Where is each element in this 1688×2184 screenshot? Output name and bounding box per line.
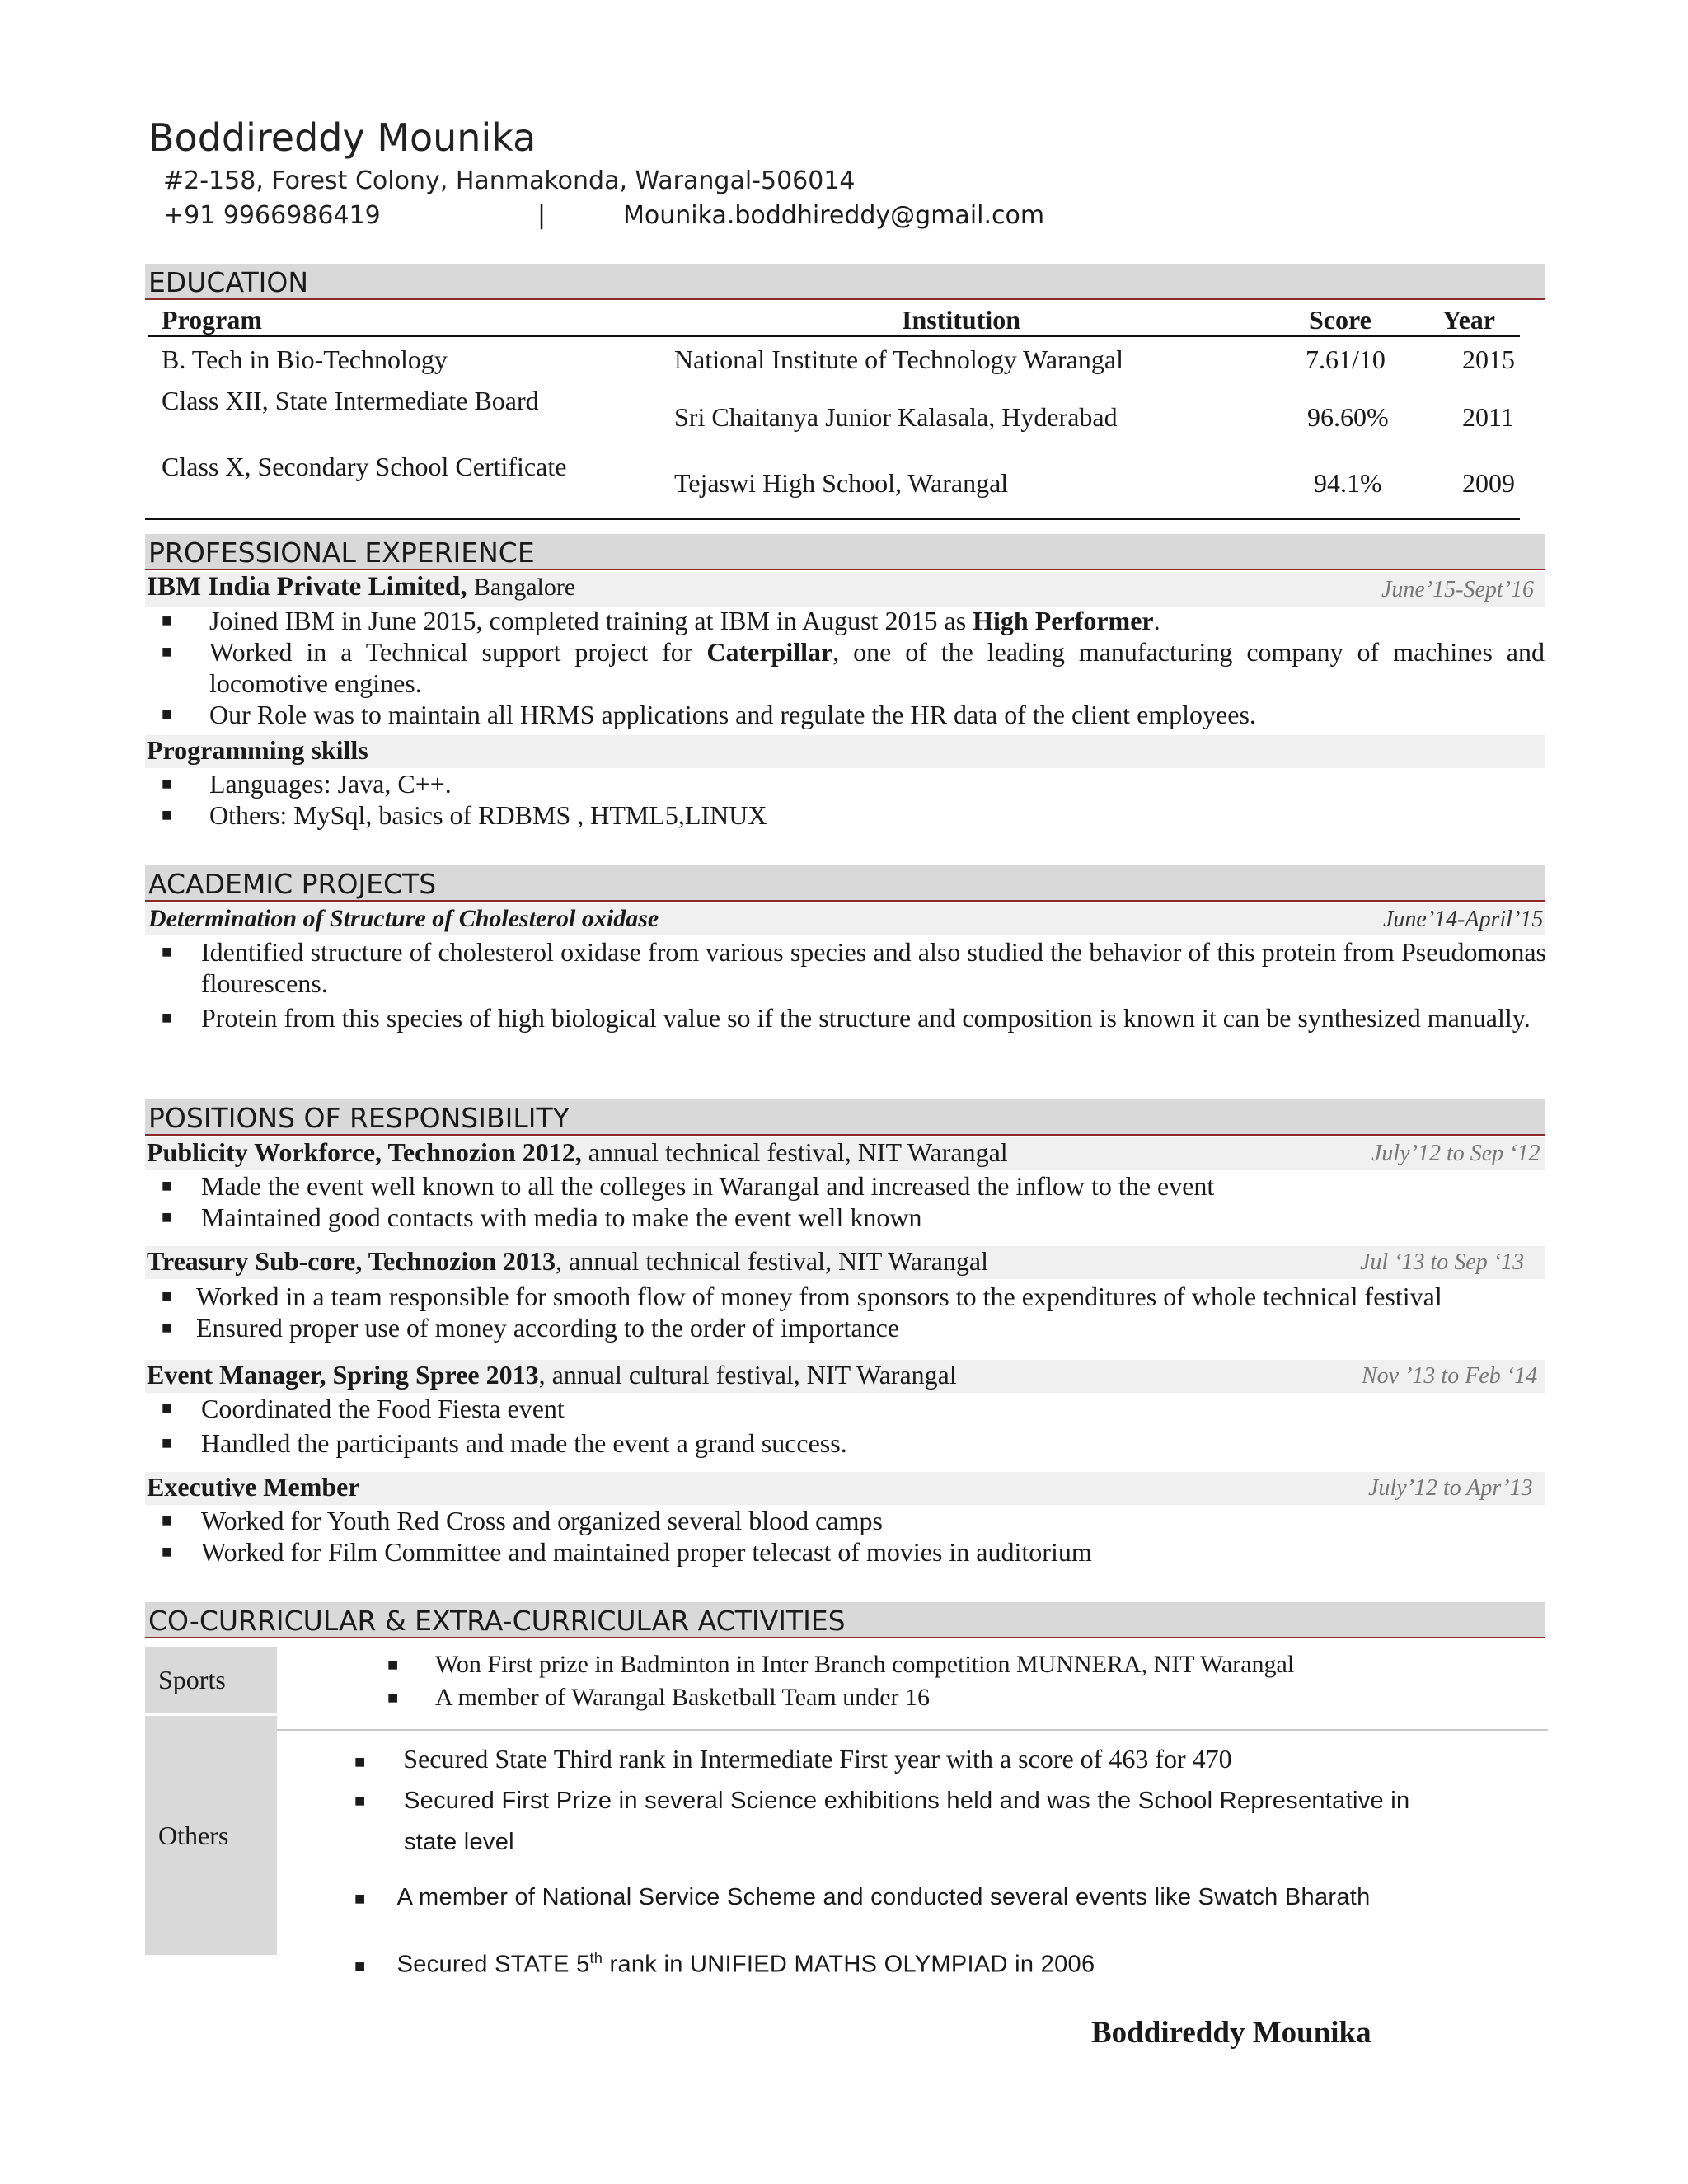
bullet-icon: ■: [387, 1654, 399, 1675]
position-bullets: [162, 1170, 1546, 1233]
position-dates: Jul ‘13 to Sep ‘13: [1360, 1249, 1525, 1275]
list-item: ■ Protein from this species of high biological value so if the structure and composition is known it can be synthesized manually.: [162, 1003, 1531, 1033]
bullet-icon: ■: [162, 1510, 173, 1530]
col-institution: Institution: [902, 305, 1021, 335]
list-item: ■ Coordinated the Food Fiesta event: [162, 1394, 565, 1423]
position-title: Event Manager, Spring Spree 2013, annual cultural festival, NIT Warangal: [147, 1360, 957, 1390]
list-item: ■ Worked in a team responsible for smooth flow of money from sponsors to the expenditures of whole technical festival: [162, 1282, 1442, 1311]
activities-divider: [277, 1729, 1548, 1731]
education-header-rule: [148, 335, 1520, 337]
edu-institution: National Institute of Technology Warangal: [674, 344, 1123, 374]
skills-title: Programming skills: [147, 735, 368, 765]
contact-separator: |: [537, 201, 546, 230]
activities-heading: CO-CURRICULAR & EXTRA-CURRICULAR ACTIVITIES: [145, 1602, 1545, 1638]
sports-label: Sports: [145, 1647, 277, 1713]
project-title: Determination of Structure of Cholesterol oxidase: [148, 905, 659, 932]
list-item: ■ Maintained good contacts with media to make the event well known: [162, 1202, 922, 1232]
bullet-icon: ■: [162, 804, 173, 825]
position-title: Treasury Sub-core, Technozion 2013, annual technical festival, NIT Warangal: [147, 1246, 988, 1276]
company-line: [147, 572, 575, 602]
position-dates: July’12 to Apr’13: [1368, 1475, 1533, 1501]
company-name: IBM India Private Limited,: [147, 572, 467, 602]
bullet-icon: ■: [387, 1687, 399, 1708]
others-item-3: ■ A member of National Service Scheme and conducted several events like Swatch Bharath: [354, 1884, 1371, 1910]
list-item: ■ Our Role was to maintain all HRMS applications and regulate the HR data of the client employees.: [162, 700, 1256, 729]
bullet-icon: ■: [162, 1007, 173, 1028]
list-item: ■ Ensured proper use of money according to the order of importance: [162, 1313, 900, 1343]
list-item: ■ Worked in a Technical support project for Caterpillar, one of the leading manufacturing company of machines and locomotive engines.: [162, 637, 1545, 698]
list-item: ■ Handled the participants and made the event a grand success.: [162, 1428, 847, 1458]
project-dates: June’14-April’15: [1383, 907, 1544, 932]
skills-list: [162, 768, 1545, 831]
sports-list: [387, 1648, 1459, 1714]
position-title: Publicity Workforce, Technozion 2012, annual technical festival, NIT Warangal: [147, 1137, 1008, 1167]
bullet-icon: ■: [162, 610, 173, 630]
list-item: ■ Worked for Youth Red Cross and organized several blood camps: [162, 1506, 883, 1535]
list-item: ■ Identified structure of cholesterol oxidase from various species and also studied the behavior of this protein from Pseudomonas flourescens.: [162, 937, 1546, 998]
edu-score: 94.1%: [1314, 468, 1382, 498]
position-bullets: [162, 1281, 1546, 1343]
others-item-2: ■ Secured First Prize in several Science exhibitions held and was the School Representative in state level: [354, 1780, 1459, 1863]
edu-program: B. Tech in Bio-Technology: [162, 344, 448, 374]
bullet-icon: ■: [354, 1751, 366, 1772]
bullet-icon: ■: [162, 704, 173, 724]
bullet-icon: ■: [354, 1888, 366, 1909]
edu-year: 2011: [1462, 402, 1514, 432]
bullet-icon: ■: [354, 1790, 366, 1811]
edu-year: 2015: [1462, 344, 1515, 374]
edu-program: Class XII, State Intermediate Board: [162, 386, 539, 415]
experience-bullets: [162, 605, 1545, 730]
phone: +91 9966986419: [163, 201, 381, 230]
others-label: Others: [145, 1716, 277, 1955]
edu-institution: Sri Chaitanya Junior Kalasala, Hyderabad: [674, 402, 1118, 432]
education-heading: EDUCATION: [145, 264, 1545, 300]
company-location: Bangalore: [473, 574, 576, 601]
edu-year: 2009: [1462, 468, 1515, 498]
position-dates: Nov ’13 to Feb ‘14: [1362, 1363, 1538, 1389]
bullet-icon: ■: [162, 1541, 173, 1562]
email: Mounika.boddhireddy@gmail.com: [623, 201, 1045, 230]
edu-score: 7.61/10: [1306, 344, 1386, 374]
bullet-icon: ■: [162, 1207, 173, 1227]
projects-heading: ACADEMIC PROJECTS: [145, 865, 1545, 902]
bullet-icon: ■: [162, 941, 173, 962]
address: #2-158, Forest Colony, Hanmakonda, Warangal-506014: [163, 166, 856, 195]
bullet-icon: ■: [162, 641, 173, 662]
bullet-icon: ■: [162, 773, 173, 794]
list-item: ■ Languages: Java, C++.: [162, 769, 452, 799]
edu-institution: Tejaswi High School, Warangal: [674, 468, 1009, 498]
bullet-icon: ■: [162, 1175, 173, 1196]
position-bullets: [162, 1393, 1546, 1459]
bullet-icon: ■: [162, 1398, 173, 1418]
others-item-4: ■ Secured STATE 5th rank in UNIFIED MATHS OLYMPIAD in 2006: [354, 1950, 1095, 1978]
col-year: Year: [1442, 305, 1495, 335]
others-item-1: ■ Secured State Third rank in Intermediate First year with a score of 463 for 470: [354, 1744, 1232, 1774]
signature: Boddireddy Mounika: [1091, 2016, 1372, 2050]
education-bottom-rule: [145, 518, 1520, 520]
position-dates: July’12 to Sep ‘12: [1372, 1141, 1540, 1166]
position-bullets: [162, 1505, 1546, 1568]
list-item: ■ Made the event well known to all the colleges in Warangal and increased the inflow to the event: [162, 1171, 1215, 1201]
list-item: ■ Worked for Film Committee and maintained proper telecast of movies in auditorium: [162, 1537, 1092, 1567]
positions-heading: POSITIONS OF RESPONSIBILITY: [145, 1099, 1545, 1136]
list-item: ■ Others: MySql, basics of RDBMS , HTML5,LINUX: [162, 800, 767, 830]
list-item: ■ Won First prize in Badminton in Inter Branch competition MUNNERA, NIT Warangal: [387, 1648, 1459, 1681]
edu-program: Class X, Secondary School Certificate: [162, 452, 567, 481]
list-item: ■ A member of Warangal Basketball Team under 16: [387, 1681, 1459, 1714]
bullet-icon: ■: [162, 1286, 173, 1306]
bullet-icon: ■: [162, 1432, 173, 1453]
project-bullets: [162, 936, 1546, 1033]
list-item: ■ Joined IBM in June 2015, completed training at IBM in August 2015 as High Performer.: [162, 606, 1160, 635]
position-title: Executive Member: [147, 1472, 360, 1502]
candidate-name: Boddireddy Mounika: [148, 115, 537, 160]
experience-dates: June’15-Sept’16: [1381, 577, 1535, 602]
edu-score: 96.60%: [1307, 402, 1389, 432]
bullet-icon: ■: [354, 1955, 366, 1976]
col-score: Score: [1309, 305, 1372, 335]
col-program: Program: [162, 305, 263, 335]
experience-heading: PROFESSIONAL EXPERIENCE: [145, 534, 1545, 570]
bullet-icon: ■: [162, 1317, 173, 1338]
